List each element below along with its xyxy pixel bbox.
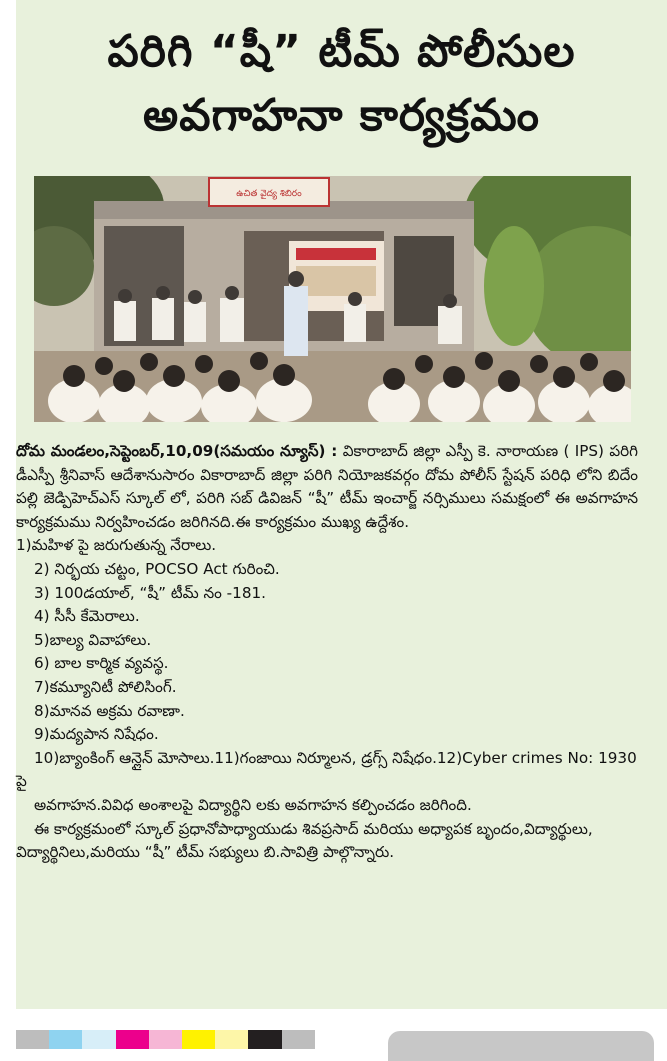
color-swatch: [16, 1030, 49, 1049]
color-swatch: [149, 1030, 182, 1049]
list-item: 1)మహిళ పై జరుగుతున్న నేరాలు.: [16, 536, 217, 555]
bottom-tab: [388, 1031, 654, 1061]
color-calibration-strip: [16, 1030, 382, 1049]
article-body: [16, 440, 638, 865]
photo-banner-text: ఉచిత వైద్య శిబిరం: [236, 189, 302, 199]
list-item: 3) 100డయాల్, “షీ” టీమ్ నం -181.: [34, 583, 266, 602]
list-item: 2) నిర్భయ చట్టం, POCSO Act గురించి.: [34, 559, 280, 578]
list-item: 7)కమ్యూనిటీ పోలిసింగ్.: [34, 677, 177, 696]
headline-line-2: అవగాహనా కార్యక్రమం: [143, 90, 540, 141]
headline-line-1: పరిగి “షీ” టీమ్ పోలీసుల: [107, 26, 576, 77]
closing-line-1: అవగాహన.వివిధ అంశాలపై విద్యార్థిని లకు అవగాహన కల్పించడం జరిగింది.: [34, 795, 472, 814]
lead-paragraph: [16, 440, 638, 534]
headline: [16, 0, 667, 148]
color-swatch: [82, 1030, 115, 1049]
color-swatch: [282, 1030, 315, 1049]
list-item: 8)మానవ అక్రమ రవాణా.: [34, 701, 185, 720]
color-swatch: [49, 1030, 82, 1049]
list-item: 5)బాల్య వివాహాలు.: [34, 630, 152, 649]
closing-paragraph: ఈ కార్యక్రమంలో స్కూల్ ప్రధానోపాధ్యాయుడు శివప్రసాద్ మరియు అధ్యాపక బృందం,విద్యార్థులు, విద్యార్థినిలు,మరియు “షీ” టీమ్ సభ్యులు బి.సావిత్రి పాల్గొన్నారు.: [16, 819, 593, 862]
photo-illustration: [34, 176, 631, 422]
color-swatch: [215, 1030, 248, 1049]
lead-text: వికారాబాద్ జిల్లా ఎస్పీ కె. నారాయణ ( IPS) పరిగి డీఎస్పీ శ్రీనివాస్ ఆదేశానుసారం వికారాబాద్ జిల్లా పరిగి నియోజకవర్గం దోమ పోలీస్ స్టేషన్ పరిధి లోని బిదేం పల్లి జెడ్పిహెచ్ఎస్ స్కూల్ లో, పరిగి సబ్ డివిజన్ “షీ” టీమ్ ఇంచార్జ్ నర్సిములు సమక్షంలో ఈ అవగాహన కార్యక్రమము నిర్వహించడం జరిగినది.ఈ కార్యక్రమం ముఖ్య ఉద్దేశం.: [16, 442, 639, 531]
list-item: 10)బ్యాంకింగ్ ఆన్లైన్ మోసాలు.11)గంజాయి నిర్మూలన, డ్రగ్స్ నిషేధం.12)Cyber crimes No: 1930 పై: [16, 748, 637, 791]
color-swatch: [116, 1030, 149, 1049]
news-photo: [34, 176, 631, 422]
color-swatch: [248, 1030, 281, 1049]
list-item: 6) బాల కార్మిక వ్యవస్థ.: [34, 654, 169, 673]
color-swatch: [182, 1030, 215, 1049]
dateline: దోమ మండలం,సెప్టెంబర్,10,09(సమయం న్యూస్) :: [16, 442, 338, 460]
list-item: 9)మద్యపాన నిషేధం.: [34, 725, 159, 744]
list-item: 4) సీసీ కేమెరాలు.: [34, 607, 140, 626]
